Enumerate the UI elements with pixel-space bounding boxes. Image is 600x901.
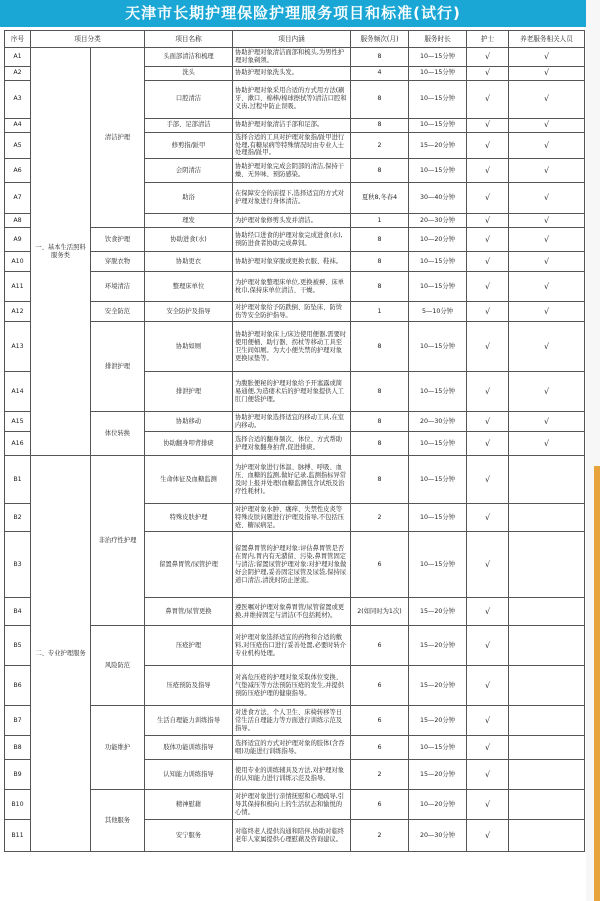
service-duration: 15—20分钟 — [409, 132, 467, 159]
service-frequency: 8 — [351, 252, 409, 272]
care-staff-check: √ — [509, 159, 585, 183]
item-description: 协助护理对象清洁手部和足部。 — [233, 118, 351, 132]
item-name: 特殊皮肤护理 — [145, 504, 233, 532]
care-staff-check — [509, 532, 585, 598]
item-name: 手部、足部清洁 — [145, 118, 233, 132]
row-id: B7 — [5, 706, 31, 736]
care-staff-check: √ — [509, 80, 585, 118]
nurse-check: √ — [467, 432, 509, 456]
item-name: 协助如厕 — [145, 322, 233, 372]
item-description: 协助经口进食的护理对象完成进食(水),预防进食者协助完成鼻饲。 — [233, 228, 351, 252]
item-description: 协助护理对象床上/床边使用便器,需要时使用便桶、助行器、拐杖等移动工具至卫生间如厕。为大小便失禁的护理对象更换尿垫等。 — [233, 322, 351, 372]
item-description: 为护理对象整理床单位,更换被褥、床单枕巾,保持床单位清洁、干燥。 — [233, 272, 351, 302]
subcategory-cell: 饮食护理 — [91, 228, 145, 252]
row-id: B10 — [5, 790, 31, 820]
item-description: 选择合适的工具对护理对象指/趾甲进行处理,有糖尿病等特殊情况时由专业人士处理指/趾甲。 — [233, 132, 351, 159]
row-id: A1 — [5, 48, 31, 67]
item-name: 生命体征及血糖监测 — [145, 456, 233, 504]
item-description: 对护理对象进行亲情抚慰和心理疏导,引导其保持积极向上的生活状态和愉悦的心情。 — [233, 790, 351, 820]
care-staff-check: √ — [509, 302, 585, 322]
service-frequency: 6 — [351, 626, 409, 666]
service-frequency: 2 — [351, 504, 409, 532]
page-title: 天津市长期护理保险护理服务项目和标准(试行) — [0, 0, 586, 27]
subcategory-cell: 功能维护 — [91, 706, 145, 790]
service-frequency: 2(如同时为1次) — [351, 598, 409, 626]
nurse-check: √ — [467, 183, 509, 214]
item-description: 对护理对象给予防跌倒、防坠床、防烫伤等安全防护指导。 — [233, 302, 351, 322]
care-staff-check: √ — [509, 432, 585, 456]
page-edge — [586, 0, 600, 901]
nurse-check: √ — [467, 322, 509, 372]
item-name: 会阴清洁 — [145, 159, 233, 183]
item-name: 修剪指/趾甲 — [145, 132, 233, 159]
subcategory-cell: 其他服务 — [91, 790, 145, 852]
service-frequency: 6 — [351, 706, 409, 736]
item-name: 理发 — [145, 214, 233, 228]
row-id: A10 — [5, 252, 31, 272]
subcategory-cell: 安全防范 — [91, 302, 145, 322]
table-row — [5, 412, 585, 432]
nurse-check: √ — [467, 118, 509, 132]
item-name: 头面部清洁和梳理 — [145, 48, 233, 67]
nurse-check: √ — [467, 66, 509, 80]
item-name: 安宁服务 — [145, 820, 233, 852]
care-staff-check — [509, 706, 585, 736]
nurse-check: √ — [467, 228, 509, 252]
care-staff-check — [509, 626, 585, 666]
item-description: 为护理对象修剪头发并清洁。 — [233, 214, 351, 228]
header-nurse: 护士 — [467, 31, 509, 48]
service-frequency: 2 — [351, 820, 409, 852]
edge-accent-bar — [594, 466, 600, 901]
row-id: A12 — [5, 302, 31, 322]
service-duration: 10—15分钟 — [409, 432, 467, 456]
item-description: 对临终老人提供沟通和陪伴,协助对临终老年人家属提供心理慰藉及咨询建议。 — [233, 820, 351, 852]
nurse-check: √ — [467, 706, 509, 736]
nurse-check: √ — [467, 598, 509, 626]
service-duration: 10—15分钟 — [409, 456, 467, 504]
table-row — [5, 626, 585, 666]
service-frequency: 8 — [351, 322, 409, 372]
service-frequency: 1 — [351, 214, 409, 228]
care-staff-check: √ — [509, 118, 585, 132]
category-cell: 二、专业护理服务 — [31, 456, 91, 852]
service-frequency: 8 — [351, 456, 409, 504]
row-id: B9 — [5, 760, 31, 790]
service-duration: 20—30分钟 — [409, 820, 467, 852]
nurse-check: √ — [467, 532, 509, 598]
service-duration: 10—15分钟 — [409, 532, 467, 598]
nurse-check: √ — [467, 456, 509, 504]
nurse-check: √ — [467, 159, 509, 183]
item-description: 协助护理对象穿脱或更换衣服、鞋袜。 — [233, 252, 351, 272]
table-row — [5, 48, 585, 67]
nurse-check: √ — [467, 820, 509, 852]
item-name: 口腔清洁 — [145, 80, 233, 118]
service-duration: 10—15分钟 — [409, 66, 467, 80]
item-description: 为腹胀便秘的护理对象给予开塞露或简易通便,为造瘘术后的护理对象提供人工肛门便袋护理。 — [233, 372, 351, 412]
row-id: B11 — [5, 820, 31, 852]
table-row — [5, 706, 585, 736]
table-row — [5, 302, 585, 322]
item-name: 生活自理能力训练指导 — [145, 706, 233, 736]
item-description: 协助护理对象洗头发。 — [233, 66, 351, 80]
care-staff-check — [509, 598, 585, 626]
item-name: 排泄护理 — [145, 372, 233, 412]
service-duration: 15—20分钟 — [409, 760, 467, 790]
table-row — [5, 252, 585, 272]
care-staff-check: √ — [509, 48, 585, 67]
nurse-check: √ — [467, 372, 509, 412]
service-duration: 30—40分钟 — [409, 183, 467, 214]
header-row — [5, 31, 585, 48]
item-name: 认知能力训练指导 — [145, 760, 233, 790]
item-description: 选择合适的翻身频次、体位、方式帮助护理对象翻身拍背,促进排痰。 — [233, 432, 351, 456]
service-duration: 10—15分钟 — [409, 159, 467, 183]
service-frequency: 8 — [351, 118, 409, 132]
item-description: 为护理对象进行体温、脉搏、呼吸、血压、血糖的监测,做好记录,监测指标异常及时上报并处理(血糖监测包含试纸及治疗性耗材)。 — [233, 456, 351, 504]
care-staff-check — [509, 736, 585, 760]
item-name: 助浴 — [145, 183, 233, 214]
service-duration: 10—15分钟 — [409, 80, 467, 118]
category-cell: 一、基本生活照料服务类 — [31, 48, 91, 456]
item-name: 整理床单位 — [145, 272, 233, 302]
care-staff-check — [509, 456, 585, 504]
row-id: A14 — [5, 372, 31, 412]
item-description: 在保障安全的前提下,选择适宜的方式对护理对象进行身体清洁。 — [233, 183, 351, 214]
subcategory-cell: 清洁护理 — [91, 48, 145, 228]
service-frequency: 6 — [351, 736, 409, 760]
row-id: B8 — [5, 736, 31, 760]
nurse-check: √ — [467, 666, 509, 706]
care-staff-check — [509, 790, 585, 820]
item-description: 对护理对象水肿、瘙痒、失禁性皮炎等特殊皮肤问题进行护理及指导,不包括压疮、糖尿病足。 — [233, 504, 351, 532]
item-name: 协助更衣 — [145, 252, 233, 272]
care-staff-check — [509, 504, 585, 532]
service-frequency: 2 — [351, 760, 409, 790]
service-frequency: 8 — [351, 412, 409, 432]
service-duration: 10—15分钟 — [409, 272, 467, 302]
nurse-check: √ — [467, 272, 509, 302]
service-duration: 15—20分钟 — [409, 626, 467, 666]
header-desc: 项目内涵 — [233, 31, 351, 48]
row-id: B4 — [5, 598, 31, 626]
service-table — [4, 30, 585, 852]
care-staff-check: √ — [509, 66, 585, 80]
service-frequency: 2 — [351, 132, 409, 159]
row-id: A2 — [5, 66, 31, 80]
service-frequency: 8 — [351, 272, 409, 302]
service-duration: 15—20分钟 — [409, 598, 467, 626]
row-id: A6 — [5, 159, 31, 183]
care-staff-check: √ — [509, 412, 585, 432]
row-id: A13 — [5, 322, 31, 372]
nurse-check: √ — [467, 504, 509, 532]
row-id: A15 — [5, 412, 31, 432]
service-duration: 10—15分钟 — [409, 48, 467, 67]
table-row — [5, 456, 585, 504]
row-id: A5 — [5, 132, 31, 159]
header-duration: 服务时长 — [409, 31, 467, 48]
item-description: 对护理对象选择适宜的药物和合适的敷料,对压疮伤口进行妥善处置,必要时转介专业机构处理。 — [233, 626, 351, 666]
care-staff-check: √ — [509, 272, 585, 302]
item-description: 对高危压疮的护理对象采取体位变换、气垫减压等方法预防压疮的发生,并提供预防压疮护理的健康指导。 — [233, 666, 351, 706]
subcategory-cell: 环境清洁 — [91, 272, 145, 302]
item-description: 协助护理对象清洁面部和梳头,为男性护理对象剃须。 — [233, 48, 351, 67]
service-duration: 10—15分钟 — [409, 252, 467, 272]
care-staff-check: √ — [509, 132, 585, 159]
row-id: A9 — [5, 228, 31, 252]
nurse-check: √ — [467, 412, 509, 432]
service-frequency: 4 — [351, 66, 409, 80]
service-frequency: 8 — [351, 159, 409, 183]
service-duration: 10—15分钟 — [409, 504, 467, 532]
nurse-check: √ — [467, 790, 509, 820]
service-frequency: 6 — [351, 790, 409, 820]
service-frequency: 8 — [351, 372, 409, 412]
service-duration: 10—20分钟 — [409, 790, 467, 820]
item-name: 协助进食(水) — [145, 228, 233, 252]
row-id: A16 — [5, 432, 31, 456]
service-frequency: 8 — [351, 80, 409, 118]
care-staff-check: √ — [509, 322, 585, 372]
item-name: 安全防护及指导 — [145, 302, 233, 322]
item-description: 协助护理对象选择适宜的移动工具,在室内移动。 — [233, 412, 351, 432]
subcategory-cell: 体位转换 — [91, 412, 145, 456]
item-name: 协助移动 — [145, 412, 233, 432]
item-name: 洗头 — [145, 66, 233, 80]
item-name: 鼻胃管/尿管更换 — [145, 598, 233, 626]
row-id: B3 — [5, 532, 31, 598]
item-description: 对进食方法、个人卫生、床椅转移等日常生活自理能力等方面进行训练示范及指导。 — [233, 706, 351, 736]
item-name: 压疮预防及指导 — [145, 666, 233, 706]
header-care: 养老服务相关人员 — [509, 31, 585, 48]
header-freq: 服务频次(月) — [351, 31, 409, 48]
nurse-check: √ — [467, 736, 509, 760]
care-staff-check: √ — [509, 183, 585, 214]
service-duration: 5—10分钟 — [409, 302, 467, 322]
table-row — [5, 322, 585, 372]
service-frequency: 1 — [351, 302, 409, 322]
item-name: 压疮护理 — [145, 626, 233, 666]
item-name: 留置鼻胃管/尿管护理 — [145, 532, 233, 598]
service-frequency: 夏秋8,冬春4 — [351, 183, 409, 214]
service-duration: 10—15分钟 — [409, 118, 467, 132]
service-frequency: 8 — [351, 228, 409, 252]
item-description: 使用专业的训练辅具及方法,对护理对象的认知能力进行训练示范及指导。 — [233, 760, 351, 790]
item-description: 协助护理对象完成会阴部的清洁,保持干燥、无异味、预防感染。 — [233, 159, 351, 183]
care-staff-check: √ — [509, 252, 585, 272]
table-row — [5, 790, 585, 820]
nurse-check: √ — [467, 214, 509, 228]
subcategory-cell: 排泄护理 — [91, 322, 145, 412]
service-frequency: 6 — [351, 666, 409, 706]
item-description: 选择适宜的方式对护理对象的肢体(含吞咽)功能进行训练指导。 — [233, 736, 351, 760]
item-description: 留置鼻胃管的护理对象:评估鼻胃管是否在胃内,胃内有无潴留、污染,鼻胃管固定与清洁;留置尿管护理对象:对护理对象做好会阴护理,妥善固定尿管及尿袋,保持尿道口清洁,清洗时防止逆流。 — [233, 532, 351, 598]
table-row — [5, 272, 585, 302]
service-duration: 15—20分钟 — [409, 706, 467, 736]
care-staff-check — [509, 666, 585, 706]
table-row — [5, 228, 585, 252]
row-id: B1 — [5, 456, 31, 504]
nurse-check: √ — [467, 626, 509, 666]
service-duration: 10—15分钟 — [409, 322, 467, 372]
header-name: 项目名称 — [145, 31, 233, 48]
service-duration: 10—15分钟 — [409, 736, 467, 760]
row-id: A3 — [5, 80, 31, 118]
row-id: B6 — [5, 666, 31, 706]
row-id: A4 — [5, 118, 31, 132]
subcategory-cell: 非治疗性护理 — [91, 456, 145, 626]
subcategory-cell: 穿脱衣物 — [91, 252, 145, 272]
service-duration: 10—15分钟 — [409, 372, 467, 412]
nurse-check: √ — [467, 48, 509, 67]
item-description: 遵医嘱对护理对象鼻胃管/尿管留置或更换,并维持固定与清洁(不包括耗材)。 — [233, 598, 351, 626]
service-frequency: 6 — [351, 532, 409, 598]
row-id: A7 — [5, 183, 31, 214]
service-duration: 20—30分钟 — [409, 214, 467, 228]
header-category: 项目分类 — [31, 31, 145, 48]
item-name: 协助翻身叩背排痰 — [145, 432, 233, 456]
care-staff-check — [509, 760, 585, 790]
subcategory-cell: 风险防范 — [91, 626, 145, 706]
service-duration: 15—20分钟 — [409, 666, 467, 706]
care-staff-check: √ — [509, 228, 585, 252]
row-id: B2 — [5, 504, 31, 532]
service-frequency: 8 — [351, 432, 409, 456]
item-name: 精神慰藉 — [145, 790, 233, 820]
service-duration: 20—30分钟 — [409, 412, 467, 432]
care-staff-check: √ — [509, 372, 585, 412]
nurse-check: √ — [467, 302, 509, 322]
nurse-check: √ — [467, 252, 509, 272]
nurse-check: √ — [467, 80, 509, 118]
item-description: 协助护理对象采用合适的方式用方法(刷牙、漱口、棉棒/棉球擦拭等)清洁口腔和义齿,过程中防止误吸。 — [233, 80, 351, 118]
care-staff-check: √ — [509, 214, 585, 228]
nurse-check: √ — [467, 760, 509, 790]
row-id: A8 — [5, 214, 31, 228]
service-frequency: 8 — [351, 48, 409, 67]
nurse-check: √ — [467, 132, 509, 159]
item-name: 肢体功能训练指导 — [145, 736, 233, 760]
care-staff-check — [509, 820, 585, 852]
header-id: 序号 — [5, 31, 31, 48]
row-id: B5 — [5, 626, 31, 666]
service-duration: 10—20分钟 — [409, 228, 467, 252]
row-id: A11 — [5, 272, 31, 302]
